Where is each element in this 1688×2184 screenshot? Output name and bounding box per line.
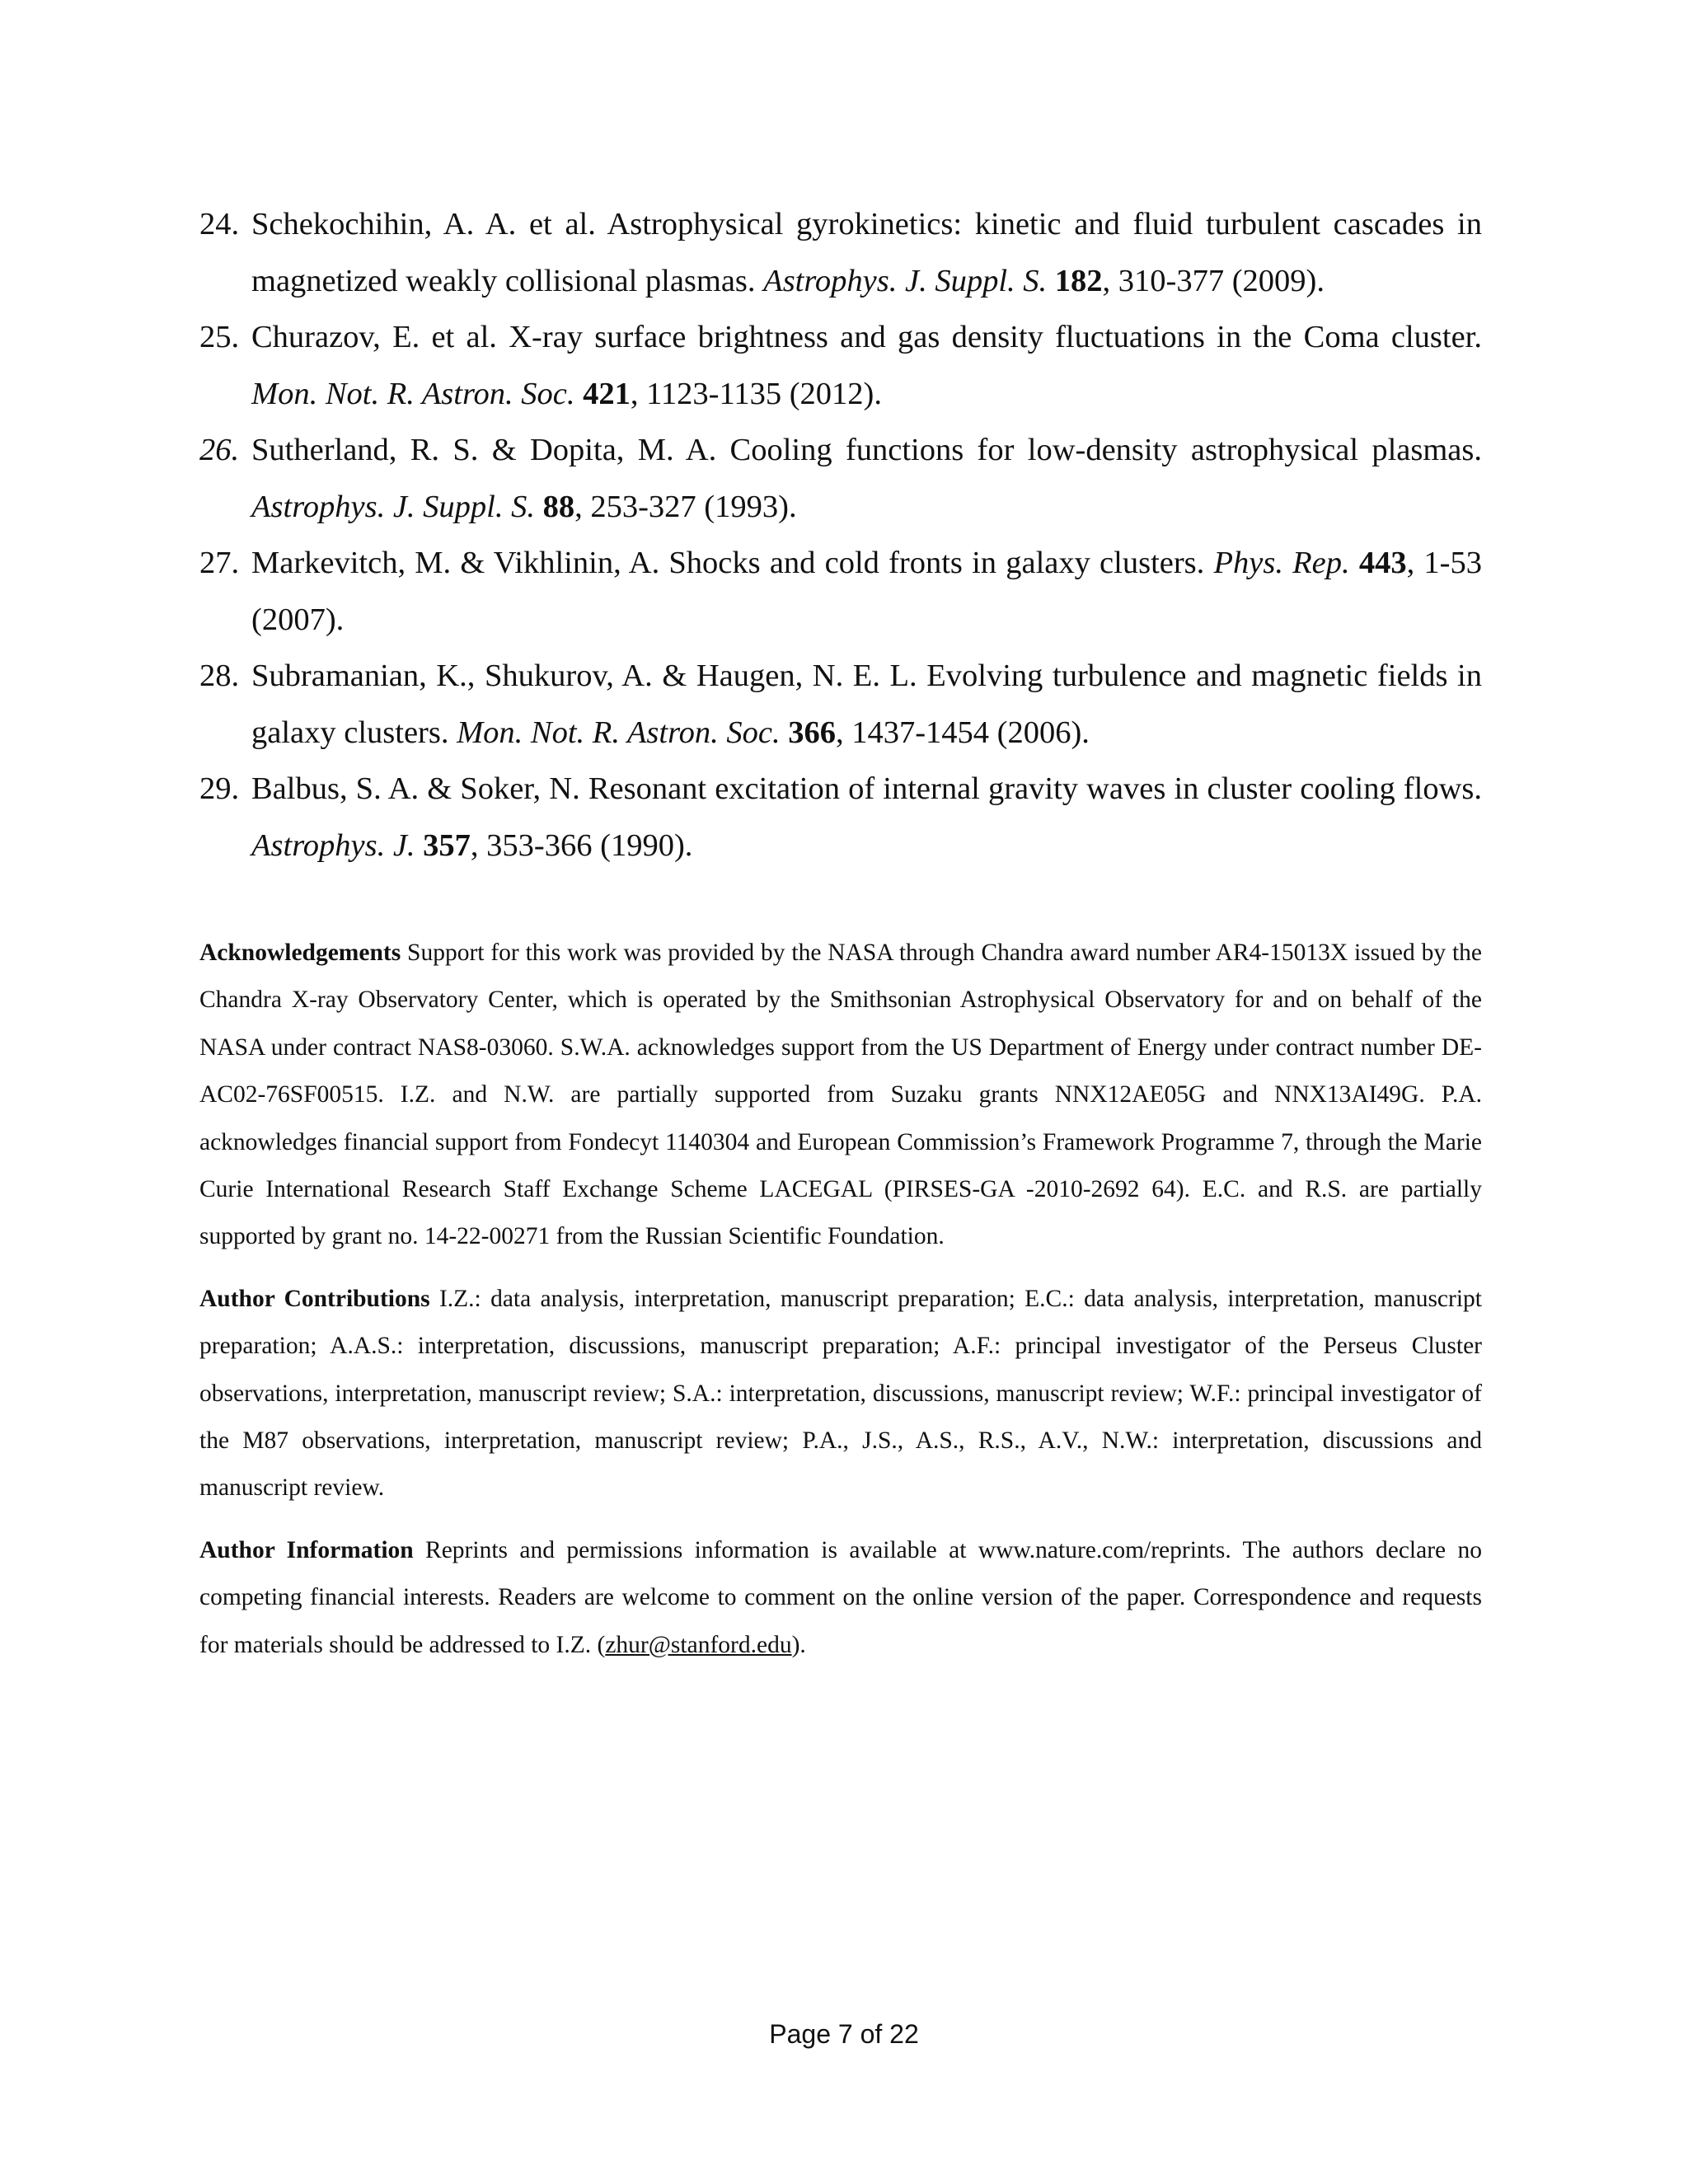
reference-number: 24. <box>199 207 240 241</box>
author-contributions-heading: Author Contributions <box>199 1285 430 1312</box>
correspondence-email-link[interactable]: zhur@stanford.edu <box>605 1631 792 1658</box>
reference-text: Schekochihin, A. A. et al. Astrophysical gyrokinetics: kinetic and fluid turbulent cascades in magnetized weakly collisional plasmas. <box>251 207 1482 298</box>
reference-volume: 357 <box>423 827 471 863</box>
reference-pages-year: , 1-53 (2007). <box>251 546 1482 637</box>
reference-volume: 421 <box>583 376 631 411</box>
reference-number: 25. <box>199 320 240 354</box>
acknowledgements-paragraph <box>199 930 1482 1261</box>
reference-item <box>199 422 1482 535</box>
author-information-text-end: ). <box>791 1631 806 1658</box>
reference-pages-year: , 310-377 (2009). <box>1102 263 1325 298</box>
back-matter <box>199 930 1482 1669</box>
acknowledgements-heading: Acknowledgements <box>199 940 401 966</box>
reference-item <box>199 535 1482 648</box>
reference-pages-year: , 1437-1454 (2006). <box>835 715 1090 750</box>
reference-item <box>199 196 1482 309</box>
reference-journal: Astrophys. J. Suppl. S. <box>251 489 535 524</box>
reference-number: 28. <box>199 658 240 693</box>
acknowledgements-text: Support for this work was provided by the NASA through Chandra award number AR4-15013X issued by the Chandra X-ray Observatory Center, which is operated by the Smithsonian Astrophysical Observatory for and on behalf of the NASA under contract NAS8-03060. S.W.A. acknowledges support from the US Department of Energy under contract number DE-AC02-76SF00515. I.Z. and N.W. are partially supported from Suzaku grants NNX12AE05G and NNX13AI49G. P.A. acknowledges financial support from Fondecyt 1140304 and European Commission’s Framework Programme 7, through the Marie Curie International Research Staff Exchange Scheme LACEGAL (PIRSES-GA -2010-2692 64). E.C. and R.S. are partially supported by grant no. 14-22-00271 from the Russian Scientific Foundation. <box>199 940 1482 1250</box>
page-number: Page 7 of 22 <box>769 2019 919 2049</box>
reference-number: 29. <box>199 771 240 806</box>
reference-pages-year: , 253-327 (1993). <box>574 489 797 524</box>
reference-volume: 88 <box>542 489 575 524</box>
reference-pages-year: , 1123-1135 (2012). <box>630 376 882 411</box>
author-information-paragraph <box>199 1527 1482 1669</box>
reference-number: 27. <box>199 546 240 580</box>
reference-volume: 182 <box>1054 263 1103 298</box>
author-contributions-paragraph <box>199 1276 1482 1512</box>
reference-journal: Astrophys. J. <box>251 827 415 863</box>
reference-journal: Astrophys. J. Suppl. S. <box>763 263 1048 298</box>
reference-volume: 366 <box>788 715 836 750</box>
reference-journal: Mon. Not. R. Astron. Soc. <box>251 376 575 411</box>
reference-number: 26. <box>199 433 240 467</box>
author-information-heading: Author Information <box>199 1536 414 1563</box>
reference-item <box>199 761 1482 874</box>
reference-journal: Mon. Not. R. Astron. Soc. <box>457 715 781 750</box>
reference-item <box>199 648 1482 761</box>
reference-text: Markevitch, M. & Vikhlinin, A. Shocks and cold fronts in galaxy clusters. <box>251 546 1214 580</box>
reference-text: Churazov, E. et al. X-ray surface brightness and gas density fluctuations in the Coma cluster. <box>251 320 1482 354</box>
reference-volume: 443 <box>1358 546 1407 580</box>
reference-journal: Phys. Rep. <box>1213 546 1350 580</box>
author-contributions-text: I.Z.: data analysis, interpretation, manuscript preparation; E.C.: data analysis, interpretation, manuscript preparation; A.A.S.: interpretation, discussions, manuscript preparation; A.F.: principal investigator of the Perseus Cluster observations, interpretation, manuscript review; S.A.: interpretation, discussions, manuscript review; W.F.: principal investigator of the M87 observations, interpretation, manuscript review; P.A., J.S., A.S., R.S., A.V., N.W.: interpretation, discussions and manuscript review. <box>199 1285 1482 1502</box>
reference-text: Sutherland, R. S. & Dopita, M. A. Cooling functions for low-density astrophysical plasmas. <box>251 433 1482 467</box>
reference-item <box>199 309 1482 422</box>
reference-text: Subramanian, K., Shukurov, A. & Haugen, N. E. L. Evolving turbulence and magnetic fields in galaxy clusters. <box>251 658 1482 750</box>
author-information-text: Reprints and permissions information is available at www.nature.com/reprints. The authors declare no competing financial interests. Readers are welcome to comment on the online version of the paper. Correspondence and requests for materials should be addressed to I.Z. ( <box>199 1536 1482 1658</box>
reference-pages-year: , 353-366 (1990). <box>470 827 693 863</box>
reference-text: Balbus, S. A. & Soker, N. Resonant excitation of internal gravity waves in cluster cooling flows. <box>251 771 1482 806</box>
reference-list <box>199 196 1482 874</box>
